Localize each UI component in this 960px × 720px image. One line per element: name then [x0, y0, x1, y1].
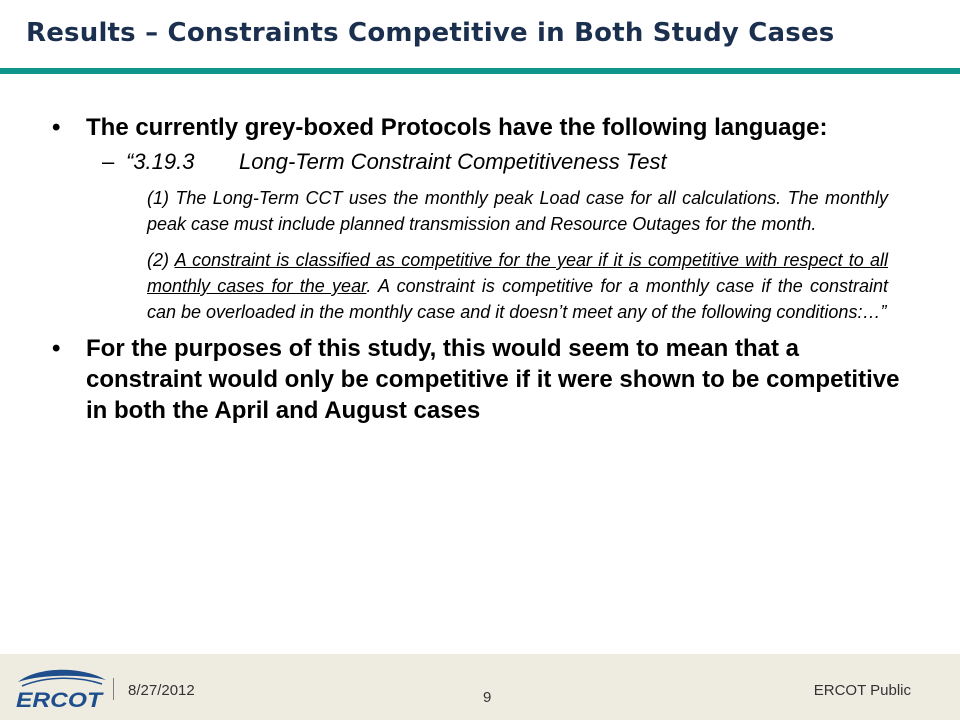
bullet-2-text: For the purposes of this study, this would seem to mean that a constraint would only be competitive if it were shown to be competitive in both the April and August cases: [86, 335, 900, 424]
sub-bullet: [48, 147, 918, 177]
bullet-2: [48, 333, 918, 426]
ercot-logo-icon: [12, 668, 112, 714]
slide-title: Results – Constraints Competitive in Both Study Cases: [26, 18, 835, 48]
sub-bullet-dash: –: [102, 149, 115, 174]
bullet-dot: •: [52, 114, 61, 141]
footer-divider: [113, 678, 114, 700]
section-number: “3.19.3: [126, 149, 195, 174]
classification-label: ERCOT Public: [813, 682, 911, 699]
paragraph-2-rest: . A constraint is competitive for a monthly case if the constraint can be overloaded in the monthly case and it doesn’t meet any of the following conditions:…”: [147, 276, 888, 322]
quote-paragraph-2: [48, 247, 918, 325]
bullet-1: [48, 112, 918, 143]
bullet-1-text: The currently grey-boxed Protocols have the following language:: [86, 114, 828, 141]
paragraph-2-prefix: (2): [147, 250, 175, 270]
paragraph-2-underlined: A constraint is classified as competitive for the year if it is competitive with respect to all monthly cases for the year: [147, 250, 888, 296]
quote-paragraph-1: (1) The Long-Term CCT uses the monthly peak Load case for all calculations. The monthly peak case must include planned transmission and Resource Outages for the month.: [147, 188, 888, 234]
bullet-dot: •: [52, 335, 61, 362]
title-divider: [0, 68, 960, 74]
logo-text: ERCOT: [16, 689, 105, 712]
page-number: 9: [483, 689, 492, 706]
footer: [0, 654, 960, 720]
slide-content: [48, 112, 918, 426]
section-heading: Long-Term Constraint Competitiveness Test: [239, 149, 667, 174]
footer-date: 8/27/2012: [128, 682, 195, 699]
